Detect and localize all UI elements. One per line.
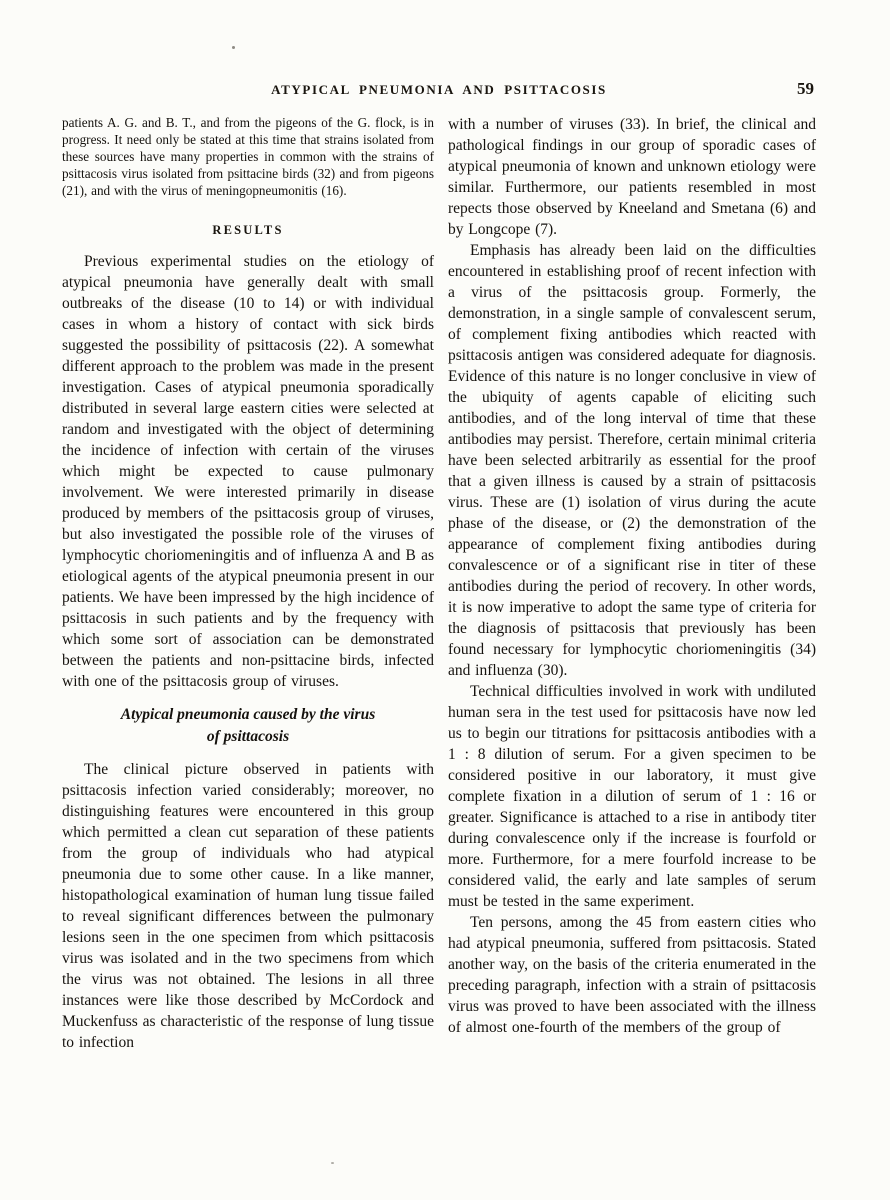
subsection-heading: [62, 704, 434, 748]
paragraph: Ten persons, among the 45 from eastern cities who had atypical pneumonia, suffered from psittacosis. Stated another way, on the basis of the criteria enumerated in the preceding paragraph, infection with a strain of psittacosis virus was proved to have been associated with the illness of almost one-fourth of the members of the group of: [448, 914, 816, 1036]
right-column: [448, 114, 816, 1053]
two-column-text-block: [62, 114, 816, 1053]
paragraph: Technical difficulties involved in work with undiluted human sera in the test used for psittacosis have now led us to begin our titrations for psittacosis antibodies with a 1 : 8 dilution of serum. For a given specimen to be considered positive in our laboratory, it must give complete fixation in a dilution of serum of 1 : 16 or greater. Significance is attached to a rise in antibody titer during convalescence only if the increase is fourfold or more. Furthermore, for a mere fourfold increase to be considered valid, the early and late samples of serum must be tested in the same experiment.: [448, 683, 816, 910]
page-number: 59: [797, 79, 814, 98]
scan-speck: [232, 46, 235, 49]
results-section-heading: RESULTS: [212, 223, 284, 237]
running-title: ATYPICAL PNEUMONIA AND PSITTACOSIS: [271, 82, 607, 97]
paragraph: Emphasis has already been laid on the difficulties encountered in establishing proof of recent infection with a virus of the psittacosis group. Formerly, the demonstration, in a single sample of convalescent serum, of complement fixing antibodies which reacted with psittacosis antigen was considered adequate for diagnosis. Evidence of this nature is no longer conclusive in view of the ubiquity of agents capable of eliciting such antibodies, and of the long interval of time that these antibodies may persist. Therefore, certain minimal criteria have been selected arbitrarily as essential for the proof that a given illness is caused by a strain of psittacosis virus. These are (1) isolation of virus during the acute phase of the disease, or (2) the demonstration of the appearance of complement fixing antibodies during convalescence or of a significant rise in titer of these antibodies during the period of recovery. In other words, it is now imperative to adopt the same type of criteria for the diagnosis of psittacosis that previously has been found necessary for lymphocytic choriomeningitis (34) and influenza (30).: [448, 242, 816, 679]
continuation-paragraph: patients A. G. and B. T., and from the pigeons of the G. flock, is in progress. It need only be stated at this time that strains isolated from these sources have many properties in common with the strains of psittacosis virus isolated from psittacine birds (32) and from pigeons (21), and with the virus of meningopneumonitis (16).: [62, 115, 434, 198]
running-header: [62, 79, 816, 102]
left-column: [62, 114, 434, 1053]
results-paragraph: Previous experimental studies on the etiology of atypical pneumonia have generally dealt with small outbreaks of the disease (10 to 14) or with individual cases in whom a history of contact with sick birds suggested the possibility of psittacosis (22). A somewhat different approach to the problem was made in the present investigation. Cases of atypical pneumonia sporadically distributed in several large eastern cities were selected at random and investigated with the object of determining the incidence of infection with certain of the viruses which might be expected to cause pulmonary involvement. We were interested primarily in disease produced by members of the psittacosis group of viruses, but also investigated the possible role of the viruses of lymphocytic choriomeningitis and of influenza A and B as etiological agents of the atypical pneumonia present in our patients. We have been impressed by the high incidence of psittacosis in such patients and by the frequency with which some sort of association can be demonstrated between the patients and non-psittacine birds, infected with one of the psittacosis group of viruses.: [62, 253, 434, 690]
paragraph: with a number of viruses (33). In brief, the clinical and pathological findings in our group of sporadic cases of atypical pneumonia of known and unknown etiology were similar. Furthermore, our patients resembled in most repects those observed by Kneeland and Smetana (6) and by Longcope (7).: [448, 116, 816, 238]
subsection-heading-line1: Atypical pneumonia caused by the virus: [120, 706, 376, 723]
clinical-picture-paragraph: The clinical picture observed in patients with psittacosis infection varied considerably; moreover, no distinguishing features were encountered in this group which permitted a clean cut separation of these patients from the group of individuals who had atypical pneumonia due to some other cause. In a like manner, histopathological examination of human lung tissue failed to reveal significant differences between the pulmonary lesions seen in the one specimen from which psittacosis virus was isolated and in the two specimens from which the virus was not obtained. The lesions in all three instances were like those described by McCordock and Muckenfuss as characteristic of the response of lung tissue to infection: [62, 761, 434, 1051]
subsection-heading-line2: of psittacosis: [206, 728, 290, 745]
scan-speck: [331, 1162, 334, 1164]
